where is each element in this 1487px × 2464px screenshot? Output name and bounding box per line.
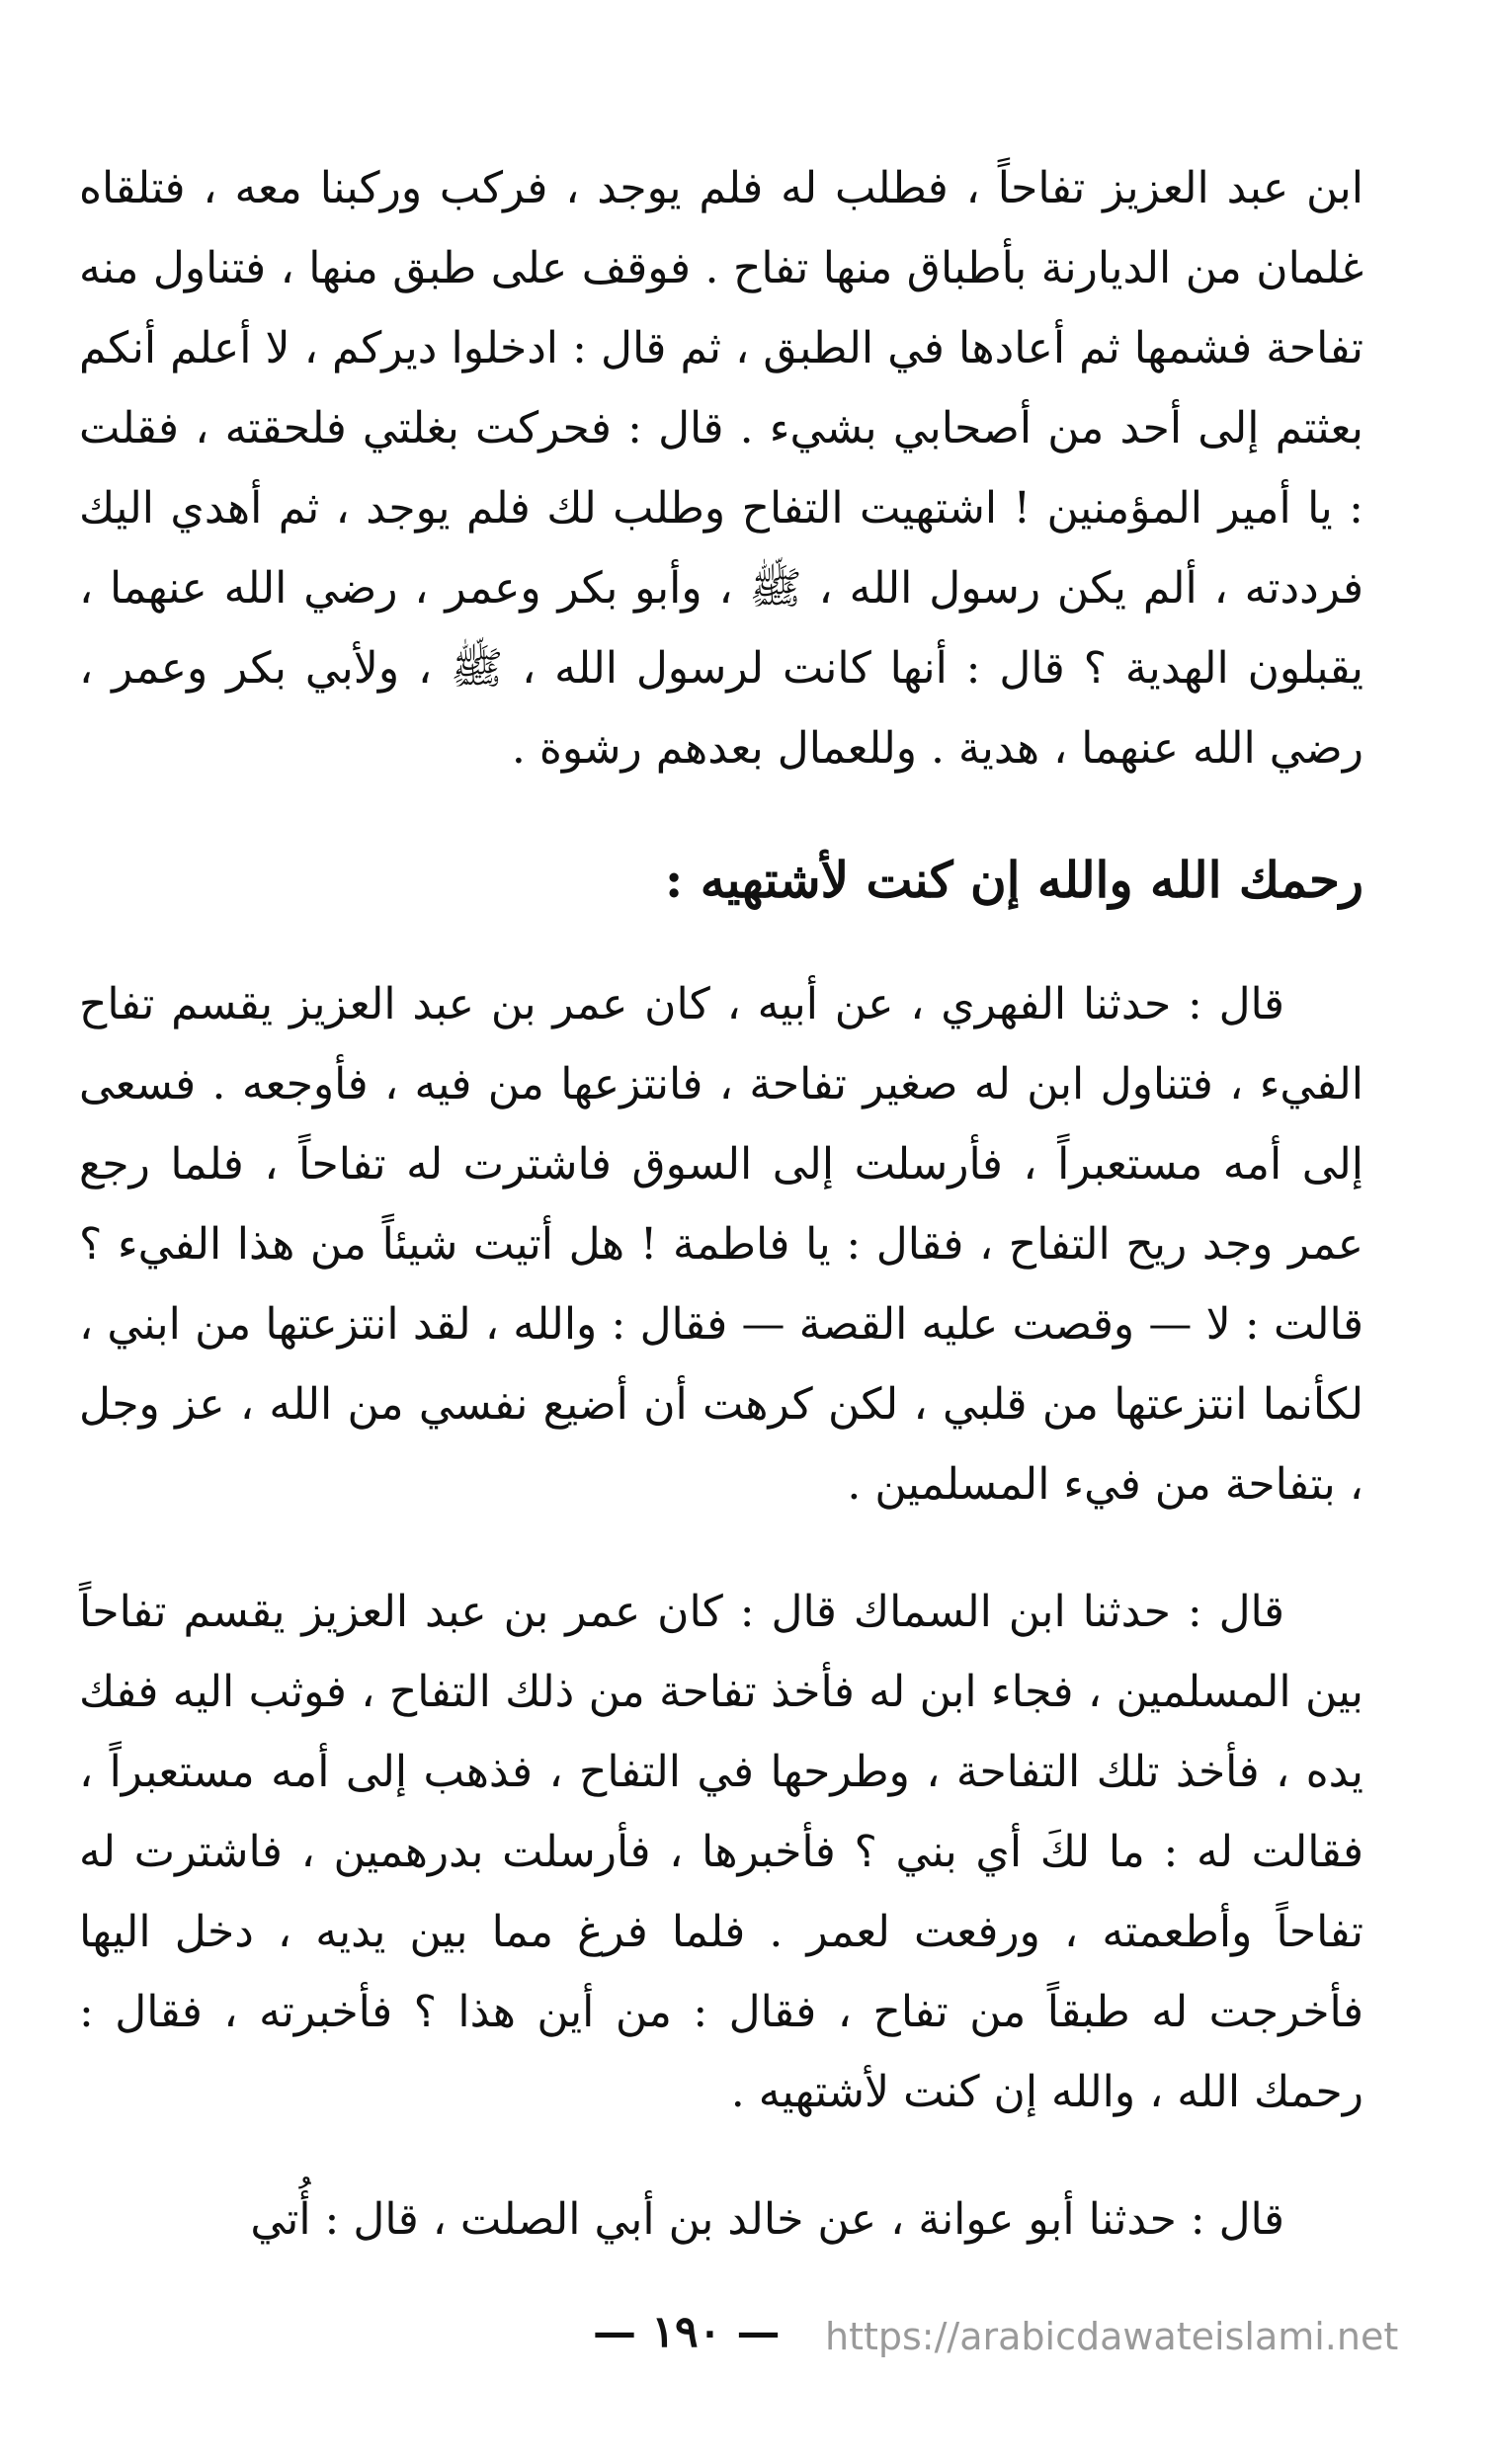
paragraph-1: ابن عبد العزيز تفاحاً ، فطلب له فلم يوجد ، فركب وركبنا معه ، فتلقاه غلمان من الديارنة بأطباق منها تفاح . فوقف على طبق منها ، فتناول منه تفاحة فشمها ثم أعادها في الطبق ، ثم قال : ادخلوا ديركم ، لا أعلم أنكم بعثتم إلى أحد من أصحابي بشيء . قال : فحركت بغلتي فلحقته ، فقلت : يا أمير المؤمنين ! اشتهيت التفاح وطلب لك فلم يوجد ، ثم أهدي اليك فرددته ، ألم يكن رسول الله ، ﷺ ، وأبو بكر وعمر ، رضي الله عنهما ، يقبلون الهدية ؟ قال : أنها كانت لرسول الله ، ﷺ ، ولأبي بكر وعمر ، رضي الله عنهما ، هدية . وللعمال بعدهم رشوة . (79, 163, 1364, 774)
section-heading: رحمك الله والله إن كنت لأشتهيه : (664, 851, 1363, 909)
paragraph-3: قال : حدثنا ابن السماك قال : كان عمر بن عبد العزيز يقسم تفاحاً بين المسلمين ، فجاء ابن له فأخذ تفاحة من ذلك التفاح ، فوثب اليه ففك يده ، فأخذ تلك التفاحة ، وطرحها في التفاح ، فذهب إلى أمه مستعبراً ، فقالت له : ما لكَ أي بني ؟ فأخبرها ، فأرسلت بدرهمين ، فاشترت له تفاحاً وأطعمته ، ورفعت لعمر . فلما فرغ مما بين يديه ، دخل اليها فأخرجت له طبقاً من تفاح ، فقال : من أين هذا ؟ فأخبرته ، فقال : رحمك الله ، والله إن كنت لأشتهيه . (79, 1587, 1363, 2117)
page-body (79, 148, 1363, 2259)
watermark-url: https://arabicdawateislami.net (825, 2315, 1399, 2358)
paragraph-2: قال : حدثنا الفهري ، عن أبيه ، كان عمر بن عبد العزيز يقسم تفاح الفيء ، فتناول ابن له صغير تفاحة ، فانتزعها من فيه ، فأوجعه . فسعى إلى أمه مستعبراً ، فأرسلت إلى السوق فاشترت له تفاحاً ، فلما رجع عمر وجد ريح التفاح ، فقال : يا فاطمة ! هل أتيت شيئاً من هذا الفيء ؟ قالت : لا — وقصت عليه القصة — فقال : والله ، لقد انتزعتها من ابني ، لكأنما انتزعتها من قلبي ، لكن كرهت أن أضيع نفسي من الله ، عز وجل ، بتفاحة من فيء المسلمين . (79, 979, 1363, 1510)
page-footer (0, 2307, 1487, 2366)
page-number: — ١٩٠ — (593, 2307, 781, 2357)
paragraph-4: قال : حدثنا أبو عوانة ، عن خالد بن أبي الصلت ، قال : أُتي (250, 2194, 1284, 2245)
